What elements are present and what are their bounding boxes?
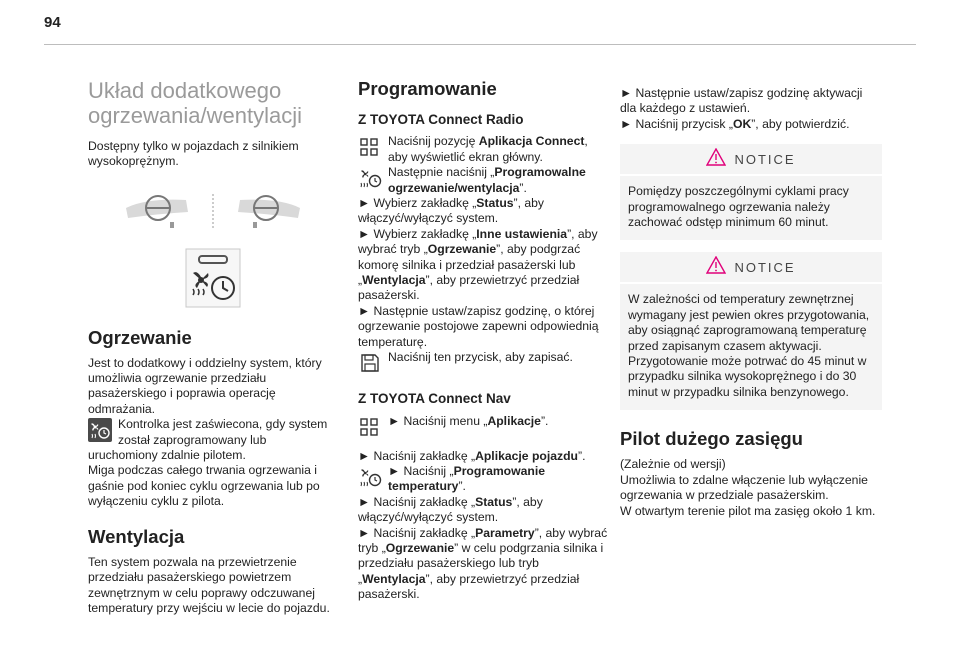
heating-text-1: Jest to dodatkowy i oddzielny system, który umożliwia ogrzewanie przedziału pasażerskiego i poprawia operację odmrażania. (88, 355, 322, 416)
nav-step-2: ► Naciśnij zakładkę „Aplikacje pojazdu”. (358, 448, 586, 463)
intro-text: Dostępny tylko w pojazdach z silnikiem wysokoprężnym. (88, 139, 299, 169)
dashboard-illustration (88, 184, 338, 240)
save-icon (358, 351, 382, 375)
heater-clock-icon (358, 166, 382, 190)
notice-text-2a: W zależności od temperatury zewnętrznej wymagany jest pewien okres przygotowania, aby osiągnąć zaprogramowaną temperaturę przed zapisanym czasem aktywacji. (628, 292, 870, 353)
pilot-title: Pilot dużego zasięgu (620, 428, 803, 450)
radio-step-3: ► Wybierz zakładkę „Status”, aby włączyć/wyłączyć system. (358, 196, 545, 226)
radio-step-2: Następnie naciśnij „Programowalne ogrzewanie/wentylacja”. (358, 165, 610, 196)
notice-box-2 (620, 252, 882, 410)
apps-grid-icon (358, 135, 382, 159)
pilot-text-1: (Zależnie od wersji) (620, 457, 726, 472)
heater-clock-icon (358, 465, 382, 489)
heater-indicator-small-icon (88, 418, 112, 442)
radio-step-4: ► Wybierz zakładkę „Inne ustawienia”, aby wybrać tryb „Ogrzewanie”, aby podgrzać komorę silnika i przedział pasażerski lub „Wentylacja”, aby przewietrzyć przedział pasażerski. (358, 226, 598, 303)
ventilation-title: Wentylacja (88, 525, 185, 547)
notice-box-1 (620, 144, 882, 240)
heater-indicator-icon (88, 248, 338, 312)
page-number: 94 (44, 14, 61, 31)
heating-text-2: Kontrolka jest zaświecona, gdy system został zaprogramowany lub uruchomiony zdalnie pilotem. (88, 417, 328, 463)
heating-title: Ogrzewanie (88, 326, 192, 348)
heating-text-3: Miga podczas całego trwania ogrzewania i gaśnie pod koniec cyklu ogrzewania lub po wyłączeniu cyklu z pilota. (88, 463, 320, 509)
radio-step-1: Naciśnij pozycję Aplikacja Connect, aby wyświetlić ekran główny. (358, 134, 610, 165)
radio-step-5: ► Następnie ustaw/zapisz godzinę, o której ogrzewanie postojowe zapewni odpowiednią temperaturę. (358, 303, 599, 349)
notice-text-1: Pomiędzy poszczególnymi cyklami pracy programowalnego ogrzewania należy zachować odstęp minimum 60 minut. (628, 184, 849, 230)
nav-step-1: ► Naciśnij menu „Aplikacje”. (358, 414, 610, 439)
pilot-text-3: W otwartym terenie pilot ma zasięg około 1 km. (620, 503, 876, 518)
radio-step-6: Naciśnij ten przycisk, aby zapisać. (358, 350, 610, 375)
notice-title: NOTICE (734, 259, 796, 275)
warning-triangle-icon (706, 148, 726, 170)
step-set-time: ► Następnie ustaw/zapisz godzinę aktywacji dla każdego z ustawień. (620, 86, 863, 116)
nav-subtitle: Z TOYOTA Connect Nav (358, 391, 511, 407)
notice-text-2b: Przygotowanie może potrwać do 45 minut w przypadku silnika wysokoprężnego i do 30 minut w przypadku silnika benzynowego. (628, 354, 867, 399)
step-press-ok: ► Naciśnij przycisk „OK”, aby potwierdzić. (620, 116, 850, 131)
nav-step-4: ► Naciśnij zakładkę „Status”, aby włączyć/wyłączyć system. (358, 494, 543, 525)
warning-triangle-icon (706, 256, 726, 278)
nav-step-3: ► Naciśnij „Programowanie temperatury”. (358, 464, 610, 495)
apps-grid-icon (358, 415, 382, 439)
header-rule (44, 44, 916, 45)
programming-title: Programowanie (358, 78, 497, 99)
column-1 (88, 78, 338, 616)
radio-subtitle: Z TOYOTA Connect Radio (358, 112, 524, 127)
nav-step-5: ► Naciśnij zakładkę „Parametry”, aby wybrać tryb „Ogrzewanie” w celu podgrzania silnika i przedziału pasażerskiego lub tryb „Wentylacja”, aby przewietrzyć przedział pasażerski. (358, 525, 608, 602)
column-2 (358, 78, 610, 603)
section-title: Układ dodatkowego ogrzewania/wentylacji (88, 78, 302, 128)
ventilation-text: Ten system pozwala na przewietrzenie przedziału pasażerskiego powietrzem zewnętrznym w celu poprawy odczuwanej temperatury przy wejściu w lecie do pojazdu. (88, 554, 330, 615)
pilot-text-2: Umożliwia to zdalne włączenie lub wyłączenie ogrzewania w przedziale pasażerskim. (620, 472, 868, 503)
notice-title: NOTICE (734, 151, 796, 167)
column-3 (620, 86, 882, 519)
